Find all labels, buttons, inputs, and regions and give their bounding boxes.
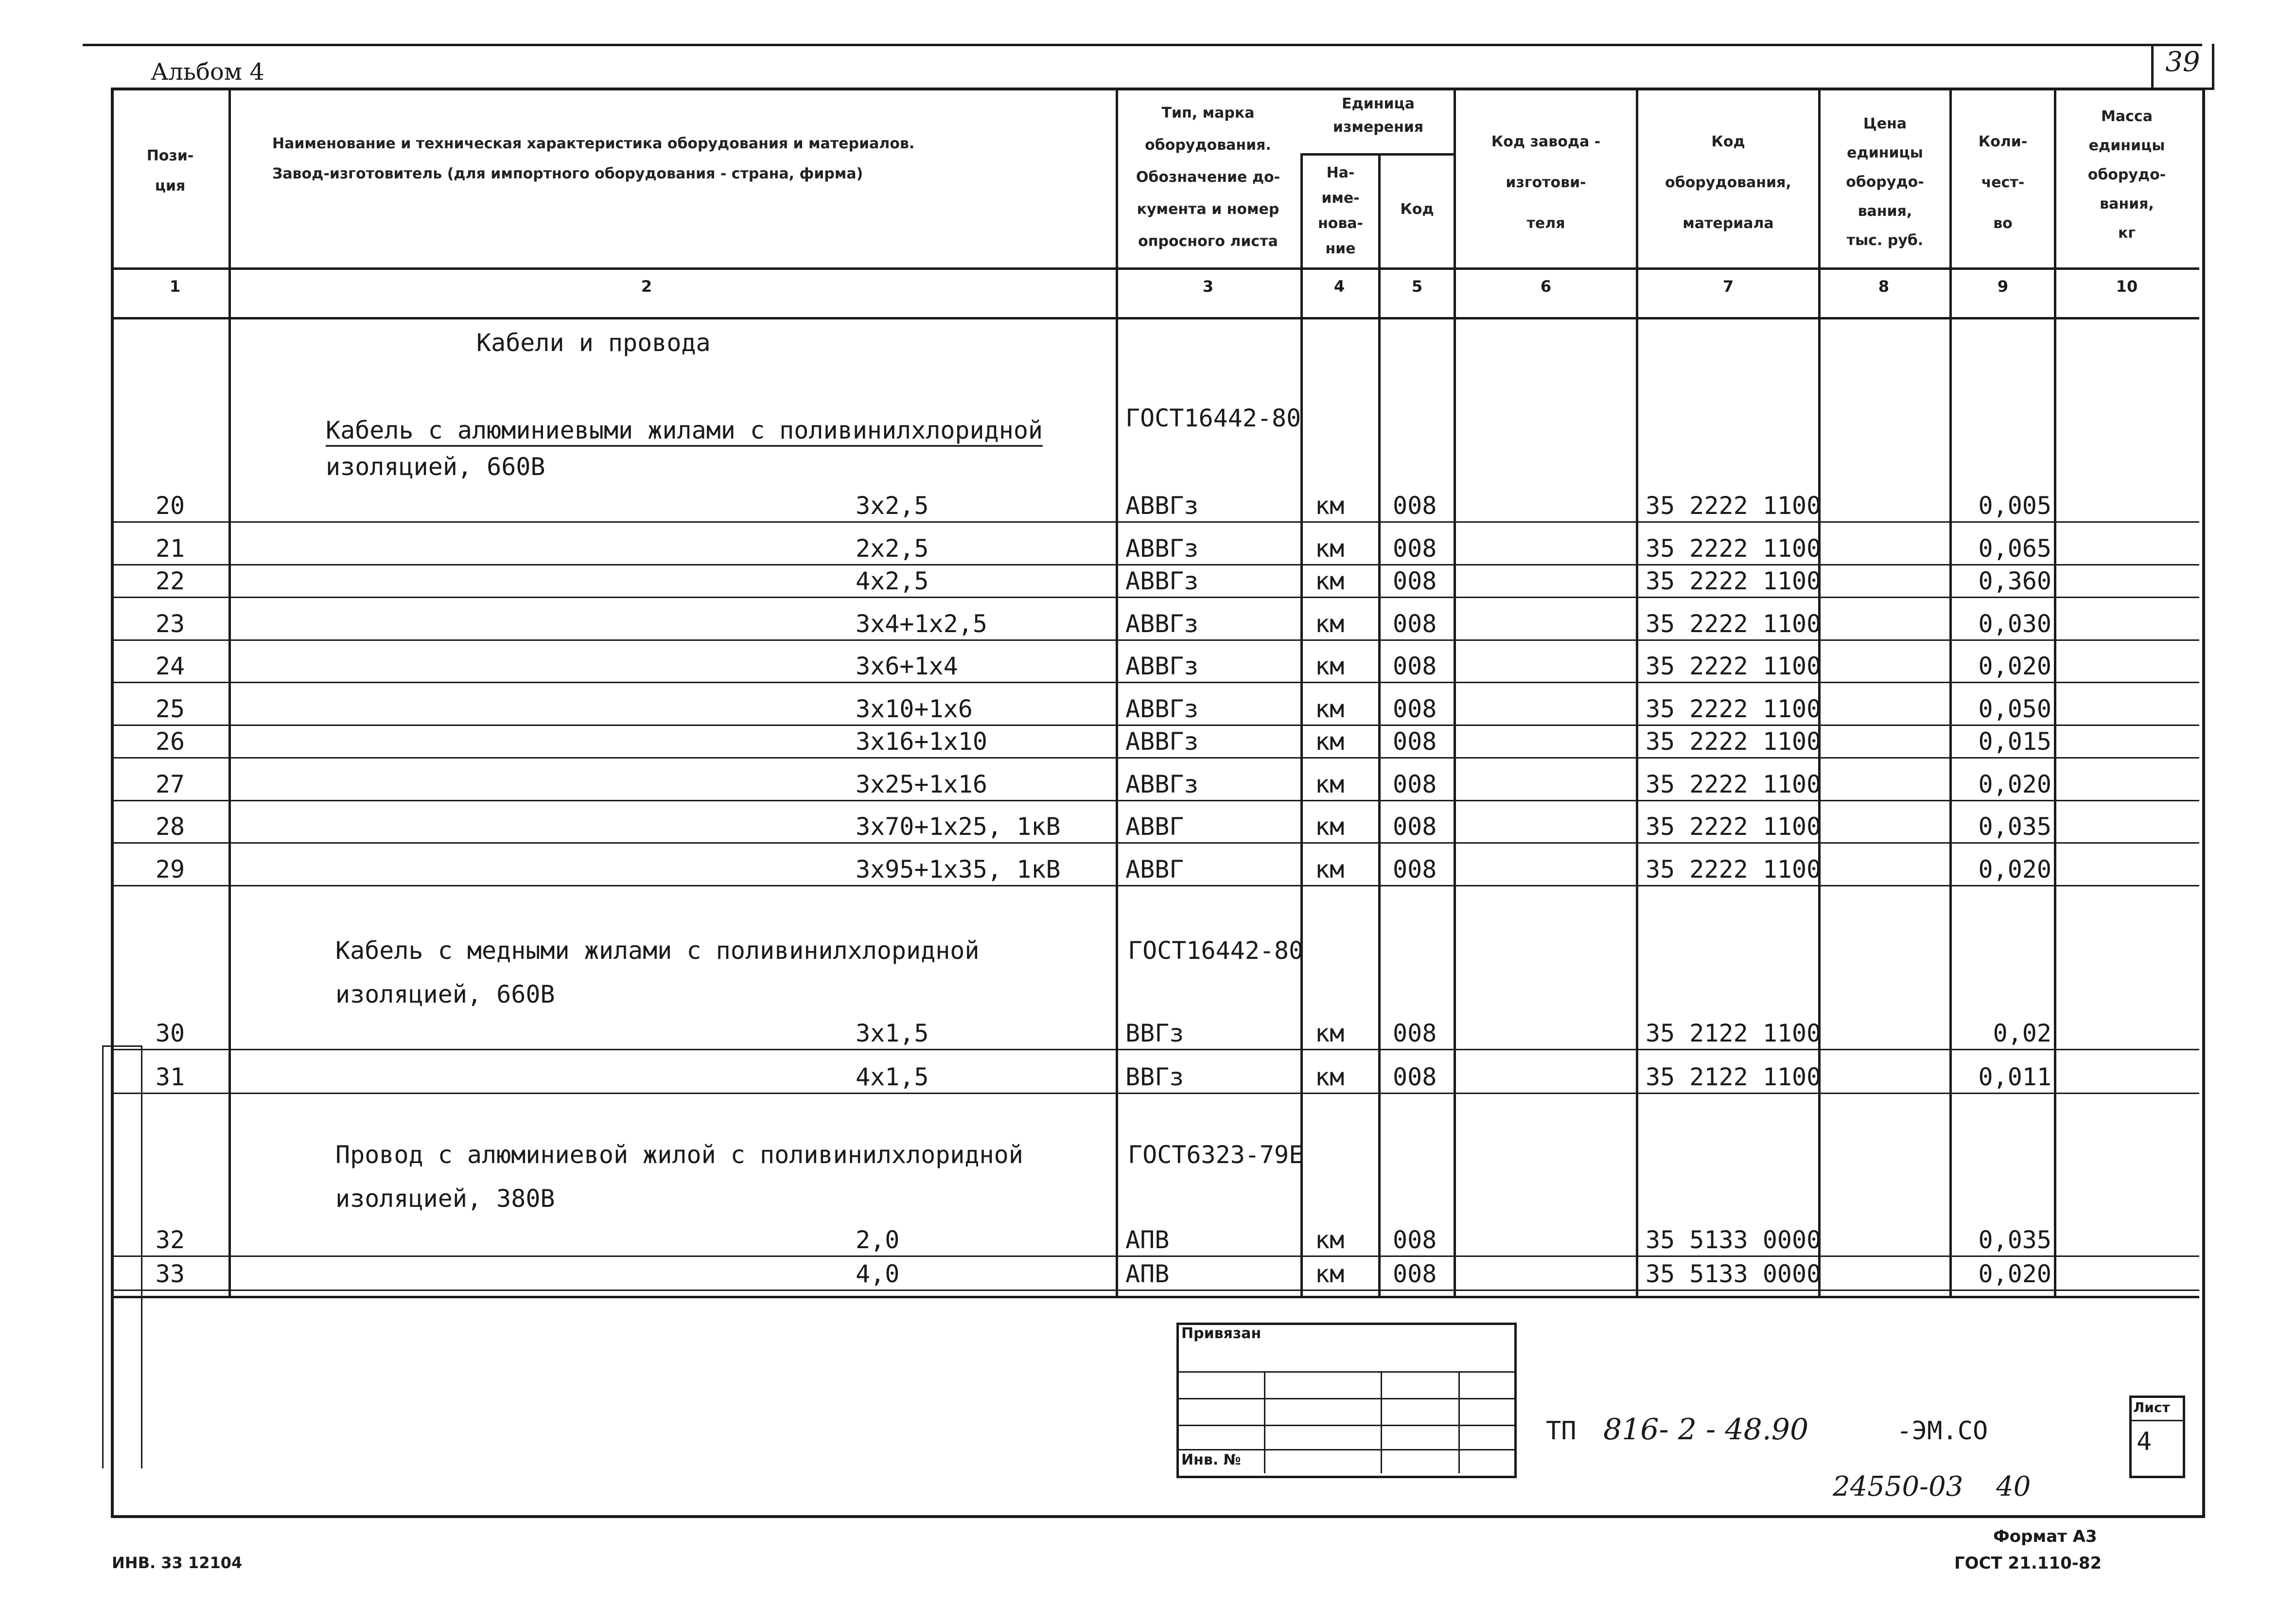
colnum: 9: [1997, 277, 2009, 296]
row-type: АВВГз: [1125, 652, 1199, 680]
row-position: 22: [155, 567, 185, 595]
row-spec: 3х70+1х25, 1кВ: [856, 813, 1061, 841]
row-unit: км: [1315, 813, 1345, 841]
section-title: Кабели и провода: [476, 329, 711, 357]
sheet-number: 4: [2137, 1427, 2152, 1456]
row-unit-code: 008: [1393, 567, 1437, 595]
row-unit: км: [1315, 1019, 1345, 1047]
row-position: 30: [155, 1019, 185, 1047]
stamp-rule: [1381, 1371, 1382, 1473]
row-spec: 2х2,5: [856, 534, 929, 563]
colnum-rule: [111, 317, 2199, 319]
row-spec: 3х25+1х16: [856, 770, 987, 798]
row-spec: 4,0: [856, 1260, 900, 1288]
row-quantity: 0,065: [1978, 534, 2051, 563]
row-quantity: 0,020: [1978, 855, 2051, 884]
doc-code-suffix: -ЭМ.СО: [1896, 1416, 1988, 1446]
row-rule: [111, 842, 2199, 844]
row-position: 32: [155, 1226, 185, 1254]
row-rule: [111, 1255, 2199, 1257]
row-material-code: 35 2222 1100: [1646, 567, 1822, 595]
row-unit: км: [1315, 1260, 1345, 1288]
row-quantity: 0,020: [1978, 652, 2051, 680]
row-unit-code: 008: [1393, 534, 1437, 563]
row-type: ВВГз: [1125, 1019, 1184, 1047]
stamp-rule: [1264, 1371, 1265, 1473]
row-unit-code: 008: [1393, 770, 1437, 798]
binding-line: [141, 1045, 142, 1468]
row-rule: [111, 724, 2199, 726]
row-rule: [111, 521, 2199, 523]
row-type: АВВГ: [1125, 855, 1184, 884]
group-title: Кабель с медными жилами с поливинилхлоридной: [335, 937, 980, 965]
colnum: 3: [1202, 277, 1214, 296]
header-price: Цена единицы оборудо- вания, тыс. руб.: [1846, 115, 1924, 249]
row-unit-code: 008: [1393, 652, 1437, 680]
row-unit-code: 008: [1393, 1226, 1437, 1254]
row-type: АВВГз: [1125, 610, 1199, 638]
row-position: 29: [155, 855, 185, 884]
stamp-rule: [1458, 1371, 1460, 1473]
row-quantity: 0,020: [1978, 1260, 2051, 1288]
row-spec: 3х4+1х2,5: [856, 610, 987, 638]
row-quantity: 0,035: [1978, 1226, 2051, 1254]
row-position: 20: [155, 492, 185, 520]
colnum: 6: [1540, 277, 1552, 296]
row-unit-code: 008: [1393, 695, 1437, 723]
row-material-code: 35 2222 1100: [1646, 855, 1822, 884]
row-quantity: 0,030: [1978, 610, 2051, 638]
inv-label: Инв. №: [1181, 1451, 1241, 1468]
stamp-rule: [1176, 1425, 1514, 1426]
row-material-code: 35 2222 1100: [1646, 727, 1822, 756]
row-spec: 3х95+1х35, 1кВ: [856, 855, 1061, 884]
row-rule: [111, 1049, 2199, 1050]
sheet-label: Лист: [2133, 1399, 2170, 1415]
row-material-code: 35 5133 0000: [1646, 1226, 1822, 1254]
row-quantity: 0,050: [1978, 695, 2051, 723]
row-unit-code: 008: [1393, 492, 1437, 520]
row-unit-code: 008: [1393, 610, 1437, 638]
row-position: 31: [155, 1063, 185, 1091]
row-spec: 2,0: [856, 1226, 900, 1254]
row-unit: км: [1315, 567, 1345, 595]
row-unit: км: [1315, 695, 1345, 723]
colnum: 5: [1411, 277, 1423, 296]
row-type: АВВГ: [1125, 813, 1184, 841]
row-spec: 3х2,5: [856, 492, 929, 520]
row-type: АВВГз: [1125, 567, 1199, 595]
header-unit-name: На- име- нова- ние: [1317, 164, 1364, 257]
table-bottom-rule: [111, 1296, 2199, 1298]
row-material-code: 35 5133 0000: [1646, 1260, 1822, 1288]
page-frame: [111, 88, 2205, 1518]
row-unit: км: [1315, 492, 1345, 520]
row-material-code: 35 2122 1100: [1646, 1019, 1822, 1047]
row-position: 27: [155, 770, 185, 798]
row-rule: [111, 800, 2199, 801]
row-material-code: 35 2222 1100: [1646, 770, 1822, 798]
archive-number: 24550-03 40: [1833, 1471, 2031, 1502]
row-type: АПВ: [1125, 1226, 1170, 1254]
unit-group-rule: [1300, 153, 1454, 156]
row-rule: [111, 757, 2199, 759]
row-rule: [111, 1290, 2199, 1291]
gost-label: ГОСТ 21.110-82: [1954, 1554, 2102, 1573]
row-position: 28: [155, 813, 185, 841]
row-spec: 3х16+1х10: [856, 727, 987, 756]
row-position: 21: [155, 534, 185, 563]
row-unit-code: 008: [1393, 1260, 1437, 1288]
row-rule: [111, 885, 2199, 886]
header-type: Тип, марка оборудования. Обозначение до- кумента и номер опросного листа: [1136, 105, 1280, 250]
row-material-code: 35 2222 1100: [1646, 492, 1822, 520]
doc-code: [1546, 1413, 1988, 1447]
row-type: АВВГз: [1125, 492, 1199, 520]
stamp-rule: [1176, 1449, 1514, 1450]
row-rule: [111, 597, 2199, 598]
stamp-rule: [1176, 1398, 1514, 1399]
top-rule: [83, 44, 2202, 46]
group-title: изоляцией, 660В: [326, 453, 545, 481]
row-unit: км: [1315, 534, 1345, 563]
row-rule: [111, 682, 2199, 683]
header-maker-code: Код завода - изготови- теля: [1491, 133, 1601, 232]
row-material-code: 35 2222 1100: [1646, 652, 1822, 680]
linked-label: Привязан: [1181, 1325, 1262, 1342]
row-type: АПВ: [1125, 1260, 1170, 1288]
header-mass: Масса единицы оборудо- вания, кг: [2087, 108, 2166, 242]
row-position: 23: [155, 610, 185, 638]
row-rule: [111, 639, 2199, 641]
row-rule: [111, 1093, 2199, 1094]
row-material-code: 35 2122 1100: [1646, 1063, 1822, 1091]
group-title: изоляцией, 380В: [335, 1184, 555, 1213]
row-unit: км: [1315, 727, 1345, 756]
inventory-stamp: ИНВ. 33 12104: [112, 1554, 243, 1572]
row-material-code: 35 2222 1100: [1646, 534, 1822, 563]
header-quantity: Коли- чест- во: [1978, 133, 2028, 232]
row-unit: км: [1315, 770, 1345, 798]
colnum: 10: [2116, 277, 2138, 296]
header-rule: [111, 267, 2199, 270]
row-unit: км: [1315, 1063, 1345, 1091]
doc-code-prefix: ТП: [1546, 1416, 1577, 1446]
binding-line: [102, 1045, 141, 1047]
row-type: АВВГз: [1125, 727, 1199, 756]
group-title: изоляцией, 660В: [335, 980, 555, 1008]
row-unit-code: 008: [1393, 1063, 1437, 1091]
header-unit-code: Код: [1400, 201, 1434, 218]
row-unit: км: [1315, 1226, 1345, 1254]
row-material-code: 35 2222 1100: [1646, 813, 1822, 841]
colnum: 2: [641, 277, 652, 296]
group-standard: ГОСТ16442-80: [1128, 937, 1304, 965]
binding-line: [102, 1045, 104, 1468]
album-label: Альбом 4: [151, 58, 264, 86]
row-type: ВВГз: [1125, 1063, 1184, 1091]
row-type: АВВГз: [1125, 534, 1199, 563]
page-number: 39: [2165, 46, 2200, 78]
row-unit: км: [1315, 652, 1345, 680]
format-label: Формат А3: [1993, 1527, 2097, 1546]
row-unit-code: 008: [1393, 813, 1437, 841]
header-material-code: Код оборудования, материала: [1665, 133, 1791, 232]
row-spec: 3х6+1х4: [856, 652, 958, 680]
header-name: Наименование и техническая характеристика оборудования и материалов. Завод-изготовитель (для импортного оборудования - страна, фирма): [272, 135, 915, 182]
row-quantity: 0,020: [1978, 770, 2051, 798]
colnum: 8: [1878, 277, 1890, 296]
group-title: Провод с алюминиевой жилой с поливинилхлоридной: [335, 1141, 1023, 1169]
sheet-box-rule: [2129, 1420, 2183, 1421]
row-type: АВВГз: [1125, 695, 1199, 723]
colnum: 4: [1333, 277, 1345, 296]
row-type: АВВГз: [1125, 770, 1199, 798]
row-position: 24: [155, 652, 185, 680]
header-position: Пози- ция: [146, 147, 194, 194]
row-quantity: 0,035: [1978, 813, 2051, 841]
row-rule: [111, 564, 2199, 565]
row-quantity: 0,005: [1978, 492, 2051, 520]
row-unit-code: 008: [1393, 727, 1437, 756]
row-quantity: 0,02: [1993, 1019, 2051, 1047]
row-unit: км: [1315, 855, 1345, 884]
row-quantity: 0,360: [1978, 567, 2051, 595]
row-spec: 4х1,5: [856, 1063, 929, 1091]
row-position: 33: [155, 1260, 185, 1288]
stamp-rule: [1176, 1371, 1514, 1373]
row-unit-code: 008: [1393, 1019, 1437, 1047]
group-standard: ГОСТ6323-79Е: [1128, 1141, 1304, 1169]
row-quantity: 0,015: [1978, 727, 2051, 756]
colnum: 7: [1722, 277, 1734, 296]
row-unit: км: [1315, 610, 1345, 638]
row-spec: 3х1,5: [856, 1019, 929, 1047]
row-quantity: 0,011: [1978, 1063, 2051, 1091]
row-material-code: 35 2222 1100: [1646, 610, 1822, 638]
row-spec: 4х2,5: [856, 567, 929, 595]
group-title: Кабель с алюминиевыми жилами с поливинилхлоридной: [326, 416, 1043, 447]
group-standard: ГОСТ16442-80: [1125, 404, 1301, 432]
row-unit-code: 008: [1393, 855, 1437, 884]
doc-code-hand: 816- 2 - 48.90: [1603, 1413, 1809, 1447]
row-spec: 3х10+1х6: [856, 695, 973, 723]
row-material-code: 35 2222 1100: [1646, 695, 1822, 723]
colnum: 1: [169, 277, 181, 296]
row-position: 26: [155, 727, 185, 756]
header-unit-group: Единица измерения: [1332, 95, 1424, 136]
row-position: 25: [155, 695, 185, 723]
